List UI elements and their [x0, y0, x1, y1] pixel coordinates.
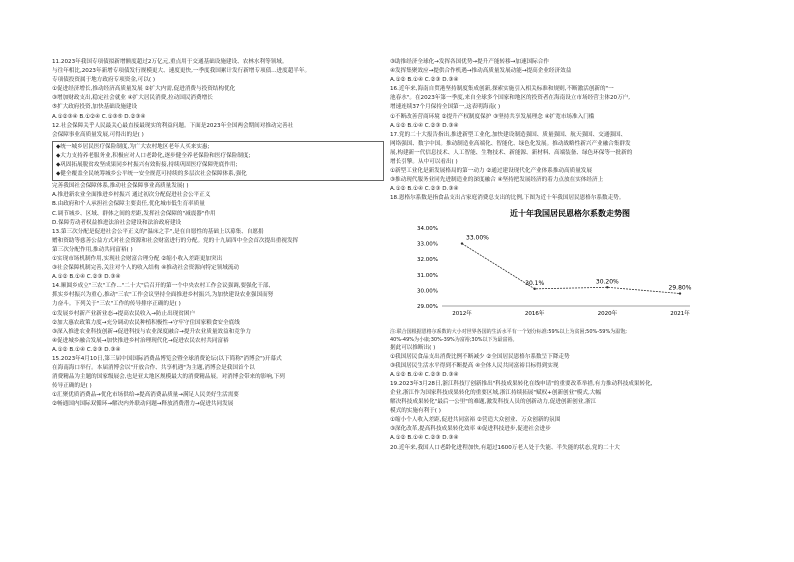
y-tick-label: 31.00% [417, 272, 438, 279]
x-tick-label: 2020年 [597, 310, 618, 317]
data-label: 30.1% [525, 279, 545, 287]
question-line: ④促进城乡融合发展→加快推进乡村治理现代化→促进农民农村共同富裕 [52, 337, 229, 344]
box-line: ◆统一城乡居民医疗保险制度,为广大农村地区老年人买来实惠; [56, 143, 210, 150]
question-line: ①促进经济增长,推动经济高质量发展 ②扩大内需,促进消费与投资结构优化 [52, 86, 236, 93]
question-line: 12.社会保障关乎人民最关心最直接最现实的利益问题。下面是2023年全国两会期间对推动完善社 [52, 122, 294, 129]
question-line: ①新型工业化是新发展格局的第一动力 ②通过建设现代化产业体系推动高质量发展 [390, 168, 592, 175]
question-line: 16.近年来,海南自贸港坚持制度集成创新,探索实施引入相关标准和规则,不断激活创新的"一 [390, 86, 614, 93]
question-line: A.①② B.①④ C.②③ D.③④ [390, 371, 459, 378]
engel-coefficient-chart [390, 206, 746, 326]
question-line: C.调节城乡、区域、群体之间的差距,发挥社会保障的"减震器"作用 [52, 210, 216, 217]
question-line: 网络强国、数字中国。推动制造业高端化、智能化、绿色化发展。推动战略性新兴产业融合集群发 [390, 140, 631, 147]
question-line: 消费精品为主题的国家级展会,也是亚太地区规模最大的消费精品展。对消博会带来的影响,下列 [52, 374, 285, 381]
question-line: ①不断改善营商环境 ②提升产权制度保护 ③坚持共享发展理念 ④扩宽市场准入门槛 [390, 113, 595, 120]
question-line: 企业,浙江作为国家科技成果转化的重要区域,浙江持续拓展"赋权+创新创业"模式,大幅 [390, 389, 601, 396]
question-line: ①我国居民食品支出消费比例不断减少 ②全国居民恩格尔系数呈下降走势 [390, 353, 570, 360]
question-line: 17.党的二十大报告指出,推进新型工业化,加快建设制造强国、质量强国、航天强国、交通强国、 [390, 131, 627, 138]
question-line: ①实现市场机制作用,实现社会财富合理分配 ②缩小收入差距更加突出 [52, 255, 223, 262]
chart-title: 近十年我国居民恩格尔系数走势图 [510, 208, 630, 218]
social-security-box [52, 141, 384, 181]
data-point [461, 242, 463, 244]
question-line: 展,构建新一代信息技术、人工智能、生物技术、新能源、新材料、高端装备、绿色环保等一批新的 [390, 149, 633, 156]
series-line [462, 243, 680, 293]
box-line: ◆巩固拓展脱贫攻坚成果同乡村振兴有效衔接,持续巩固医疗保障兜底作用; [56, 162, 238, 169]
x-tick-label: 2012年 [452, 310, 472, 317]
question-line: 专项债投资属于地方政府专项资金,可以( ) [52, 77, 156, 84]
question-line: ③我国居民生活水平得到不断提高 ④全体人民共同富裕目标得到实现 [390, 362, 559, 369]
y-tick-label: 30.00% [417, 287, 438, 294]
x-tick-label: 2021年 [670, 310, 690, 317]
question-line: ③增加财政支出,稳定社会就业 ④扩大居民消费,拉动国民消费增长 [52, 95, 213, 102]
question-line: B.由政府和个人承担社会保障主要责任,优化城市低生育率质量 [52, 201, 205, 208]
question-line: ④发挥集聚效应→提供合作机遇→推动高质量发展动能→提高企业经济效益 [390, 68, 572, 75]
question-line: 14.顺圆乡成立"三农"工作..."二十大"后召开的第一个中央农村工作会议强调,要强化干部, [52, 283, 271, 290]
question-line: 11.2023年我国专项债拟新增额度超过2万亿元,重点用于交通基础设施建设、农林水利等领域。 [52, 59, 288, 65]
question-line: 抓实乡村振兴为重心,推动"三农"工作会议坚持全面推进乡村振兴,为加快建设农业强国而努 [52, 292, 274, 299]
chart-svg [390, 206, 746, 326]
question-line: 与往年相比,2023年新增专项债发行规模更大、速度更快,一季度我国累计发行新增专项债...进度超半年。 [52, 68, 311, 75]
box-line: ◆健全覆盖全民统筹城乡公平统一安全规范可持续的多层次社会保障体系,强化 [56, 171, 247, 178]
box-line: ◆大力支持养老服务业,积极应对人口老龄化,逐步健全养老保险和医疗保险制度; [56, 152, 251, 159]
question-line: 20.近年来,我国人口老龄化进程加快,有超过1600万老人处于失能、半失能的状态,党的二十大 [390, 444, 620, 451]
question-line: 据此可以推断出( ) [390, 344, 436, 351]
question-line: 解决科技成果转化"最后一公里"的难题,激发科技人员的创新动力,促进创新创业,浙江 [390, 399, 597, 406]
data-point [533, 287, 535, 289]
question-line: A.①② B.①④ C.②③ D.③④ [52, 274, 121, 281]
question-line: 增速连续37个月保持全国第一,这表明海南( ) [390, 104, 501, 111]
data-label: 29.80% [668, 284, 692, 292]
question-line: ①缩小个人收入差距,促进共同富裕 ②营造大众创业、万众创新的氛围 [390, 417, 561, 424]
question-line: ③深入推进农业科技创新→促进科技与农业深度融合→提升农业质量效益和竞争力 [52, 328, 251, 335]
right-column [390, 58, 746, 453]
question-line: 会保障事业高质量发展,可得出的是( ) [52, 131, 144, 138]
question-line: 力奋斗。下列关于"三农"工作的传导排序正确的是( ) [52, 301, 181, 308]
question-line: 18.恩格尔系数是指食品支出占家庭消费总支出的比例,下图为近十年我国居民恩格尔系数走势。 [390, 195, 625, 202]
left-column [52, 58, 386, 410]
question-line: ①发展乡村新产业新业态→提高农民收入→防止出现贫困户 [52, 310, 196, 317]
question-line: ③助推经济全球化→发挥各国优势→提升产能转移→加速国际合作 [390, 59, 549, 65]
question-line: 增长引擎。从中可以看出( ) [390, 159, 458, 166]
question-line: ⑤扩大政府投资,加快基础设施建设 [52, 104, 138, 111]
question-line: A.①② B.①④ C.②③ D.③④ [390, 435, 459, 442]
question-line: ③深化改革,提高科技成果转化效率 ④促进科技进步,促进社会进步 [390, 426, 551, 433]
y-tick-label: 34.00% [417, 225, 438, 232]
question-line: 第三次分配作用,推动共同富裕( ) [52, 246, 133, 253]
question-line: 传导正确的是( ) [52, 383, 92, 390]
question-line: 19.2023年3月28日,浙江科技厅创新推出"科技成果转化在线申请"的重要改革举措,有力推动科技成果转化, [390, 380, 653, 387]
question-line: ②加大惠农政策力度→充分调动农民种植积极性→守牢守住国家粮食安全底线 [52, 319, 240, 326]
question-line: A.①②③④ B.①②④ C.①③⑤ D.②③④ [52, 113, 146, 120]
question-line: 在海南海口举行。本届消博会以"开放合作、共享机遇"为主题,消博会是我国首个以 [52, 365, 255, 372]
question-line: 赠和资助等慈善公益方式对社会资源和社会财富进行的分配。党的十九届四中全会首次提出重视发挥 [52, 237, 299, 244]
question-line: 模式的实施有利于( ) [390, 408, 441, 415]
question-line: ③推动现代服务业同先进制造业的深度融合 ④坚持把发展经济的着力点放在实体经济上 [390, 177, 604, 184]
question-line: ①汇聚优质消费品→优化市场供给→提高消费品质量→满足人民美好生活需要 [52, 392, 239, 399]
data-point [606, 286, 608, 288]
question-line: A.①② B.①④ C.②③ D.③④ [390, 77, 459, 84]
chart-note-line: 40%-49%为小康;30%-39%为富裕;30%以下为最富裕。 [390, 336, 518, 343]
question-line: ③社会保障机制完善,关注对个人的收入结构 ④推动社会资源向特定领域流动 [52, 265, 239, 272]
question-line: A.推进新农业全面推进乡村振兴 通过初次分配促进社会公平正义 [52, 192, 211, 199]
question-line: A.①② B.①④ C.②③ D.③④ [390, 122, 459, 129]
question-line: A.①② B.①④ C.②③ D.③④ [390, 186, 459, 193]
y-tick-label: 29.00% [417, 303, 438, 310]
data-label: 30.20% [595, 277, 619, 285]
question-line: A.①② B.①④ C.②③ D.③④ [52, 346, 121, 353]
question-line: D.保障劳动者权益推进法治社会建设和法治政府建设 [52, 219, 182, 226]
x-tick-label: 2016年 [524, 310, 545, 317]
y-tick-label: 33.00% [417, 241, 438, 248]
question-line: 15.2023年4月10日,第三届中国国际消费品博览会暨全球消费论坛(以下简称"消博会")开幕式 [52, 356, 282, 362]
data-point [679, 292, 681, 294]
data-label: 33.00% [466, 234, 489, 242]
question-line: 完善我国社会保障体系,推动社会保障事业高质量发展( ) [52, 183, 189, 190]
chart-note-line: 注:联合国根据恩格尔系数的大小对世界各国的生活水平有一个划分标准:59%以上为贫困;50%-59%为温饱; [390, 328, 627, 335]
question-line: 池春水"。在2023年第一季度,来自全球多个国家和地区的投资者在海南设立市场经营主体20万户, [390, 95, 631, 102]
y-tick-label: 32.00% [417, 256, 438, 263]
question-line: ②畅通国内国际双循环→解决内外联动问题→释放消费潜力→促进共同发展 [52, 401, 234, 408]
question-line: 13.第三次分配是促进社会公平正义的"温床之手",是在自愿性的基础上以募集、自愿捐 [52, 228, 264, 235]
